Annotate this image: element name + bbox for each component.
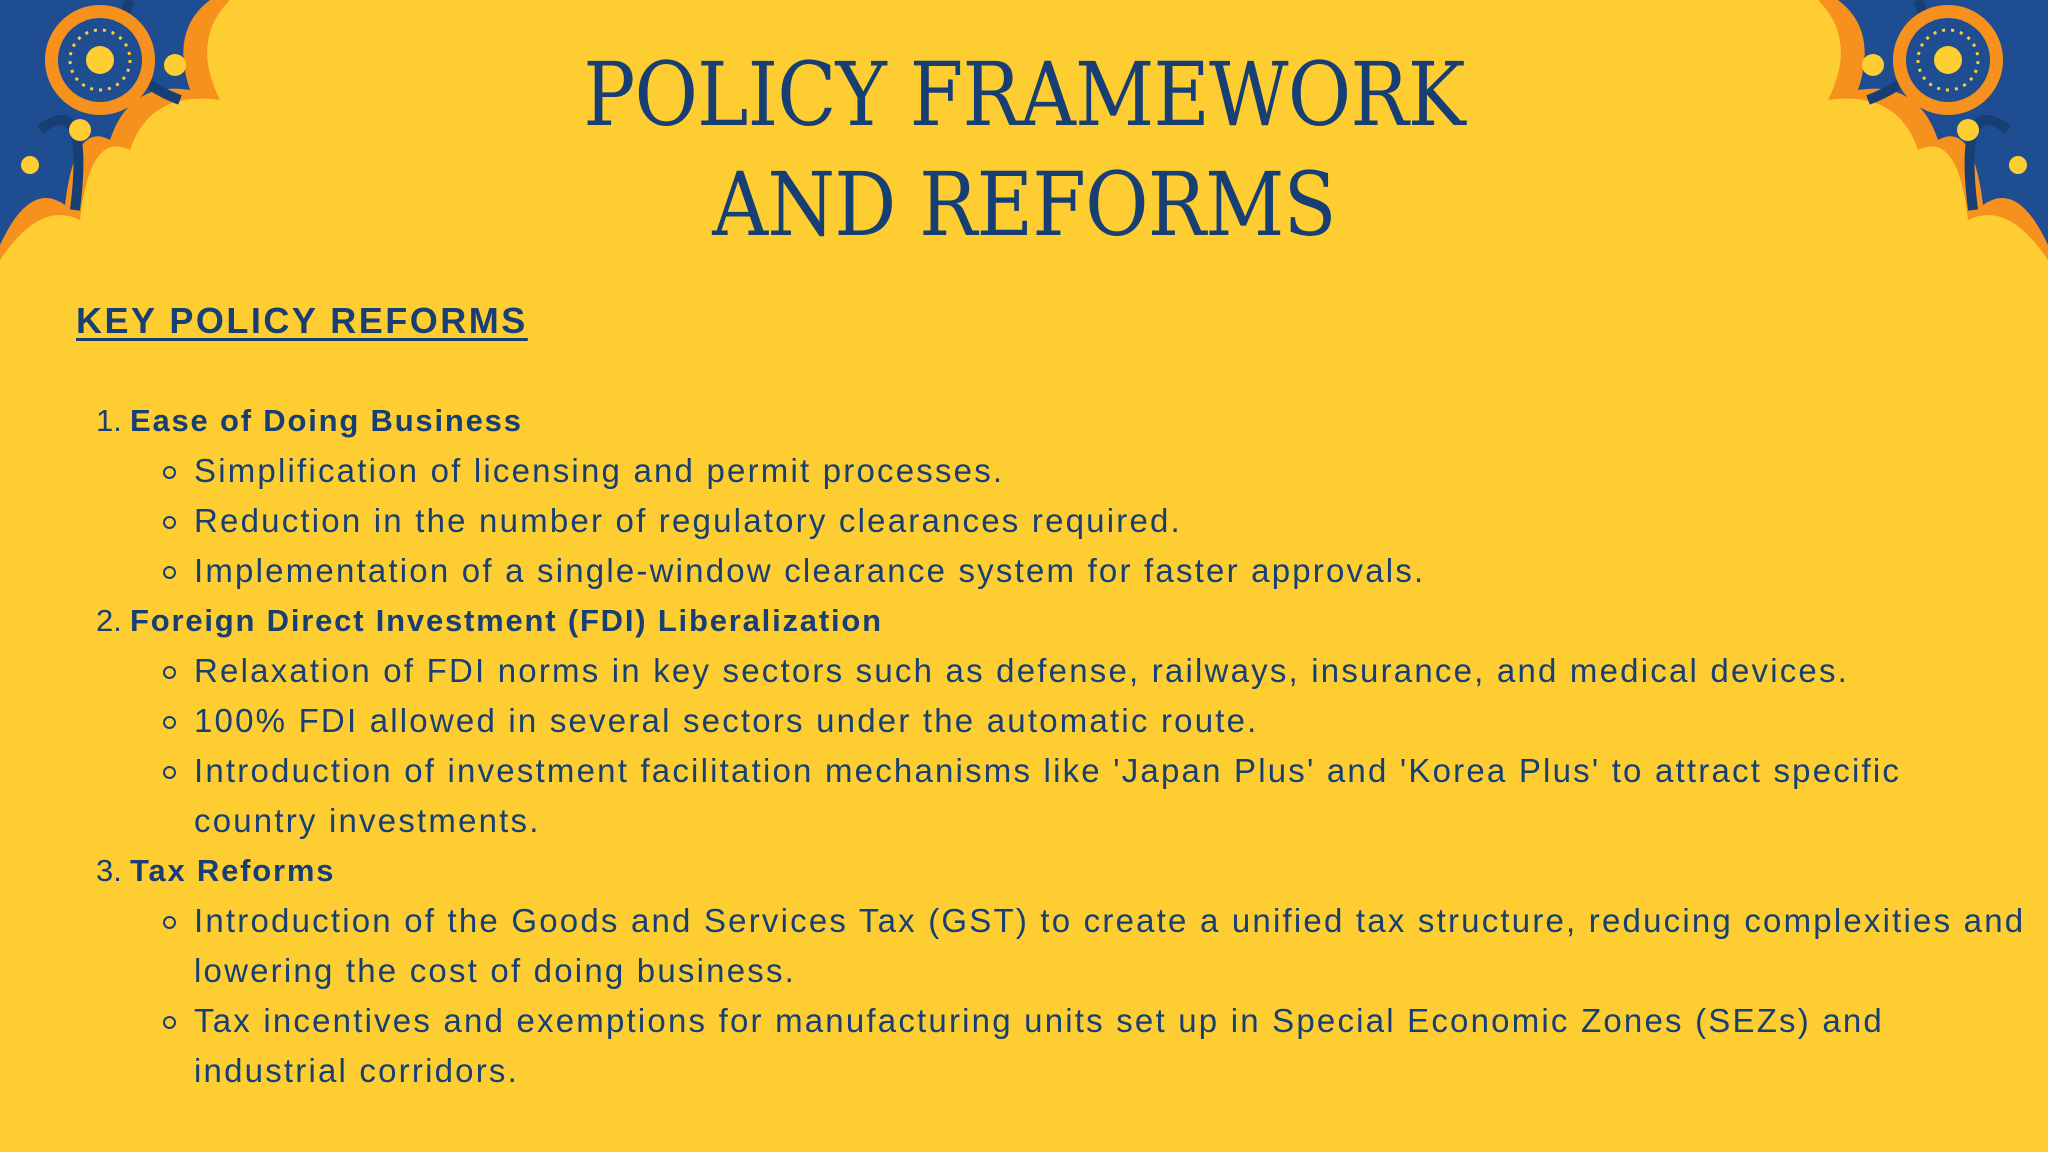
reform-title: Foreign Direct Investment (FDI) Liberalization: [130, 603, 883, 638]
section-heading: KEY POLICY REFORMS: [76, 300, 528, 341]
list-item: [96, 996, 2026, 1096]
list-item: [96, 896, 2026, 996]
reform-number: 2.: [96, 603, 122, 638]
reform-number: 1.: [96, 403, 122, 438]
bullet-circle-icon: [163, 566, 176, 579]
bullet-circle-icon: [163, 466, 176, 479]
bullet-text: Relaxation of FDI norms in key sectors such as defense, railways, insurance, and medical devices.: [194, 652, 1850, 689]
bullet-text: Introduction of investment facilitation mechanisms like 'Japan Plus' and 'Korea Plus' to attract specific country investments.: [194, 752, 1902, 839]
bullet-circle-icon: [163, 666, 176, 679]
bullet-circle-icon: [163, 766, 176, 779]
list-item: [96, 746, 2026, 846]
reform-title: Ease of Doing Business: [130, 403, 523, 438]
bullet-text: Implementation of a single-window clearance system for faster approvals.: [194, 552, 1426, 589]
list-item: [96, 696, 2026, 746]
reform-bullets: [96, 446, 2026, 596]
bullet-text: 100% FDI allowed in several sectors under the automatic route.: [194, 702, 1259, 739]
reform-title: Tax Reforms: [130, 853, 336, 888]
reform-heading: [96, 846, 2026, 896]
reforms-list: [96, 396, 2026, 1096]
list-item: [96, 646, 2026, 696]
page-title: [123, 40, 1925, 260]
list-item: [96, 446, 2026, 496]
list-item: [96, 546, 2026, 596]
bullet-text: Introduction of the Goods and Services Tax (GST) to create a unified tax structure, reducing complexities and lowering the cost of doing business.: [194, 902, 2026, 989]
bullet-circle-icon: [163, 916, 176, 929]
page-title-line-2: AND REFORMS: [712, 153, 1336, 256]
reform-item: [96, 396, 2026, 596]
reform-number: 3.: [96, 853, 122, 888]
reform-heading: [96, 596, 2026, 646]
reform-bullets: [96, 896, 2026, 1096]
bullet-text: Reduction in the number of regulatory clearances required.: [194, 502, 1182, 539]
list-item: [96, 496, 2026, 546]
bullet-text: Tax incentives and exemptions for manufacturing units set up in Special Economic Zones (SEZs) and industrial corridors.: [194, 1002, 1884, 1089]
reform-item: [96, 596, 2026, 846]
bullet-circle-icon: [163, 516, 176, 529]
bullet-circle-icon: [163, 1016, 176, 1029]
page-title-line-1: POLICY FRAMEWORK: [583, 43, 1465, 146]
reform-heading: [96, 396, 2026, 446]
reform-bullets: [96, 646, 2026, 846]
bullet-circle-icon: [163, 716, 176, 729]
reform-item: [96, 846, 2026, 1096]
bullet-text: Simplification of licensing and permit processes.: [194, 452, 1005, 489]
